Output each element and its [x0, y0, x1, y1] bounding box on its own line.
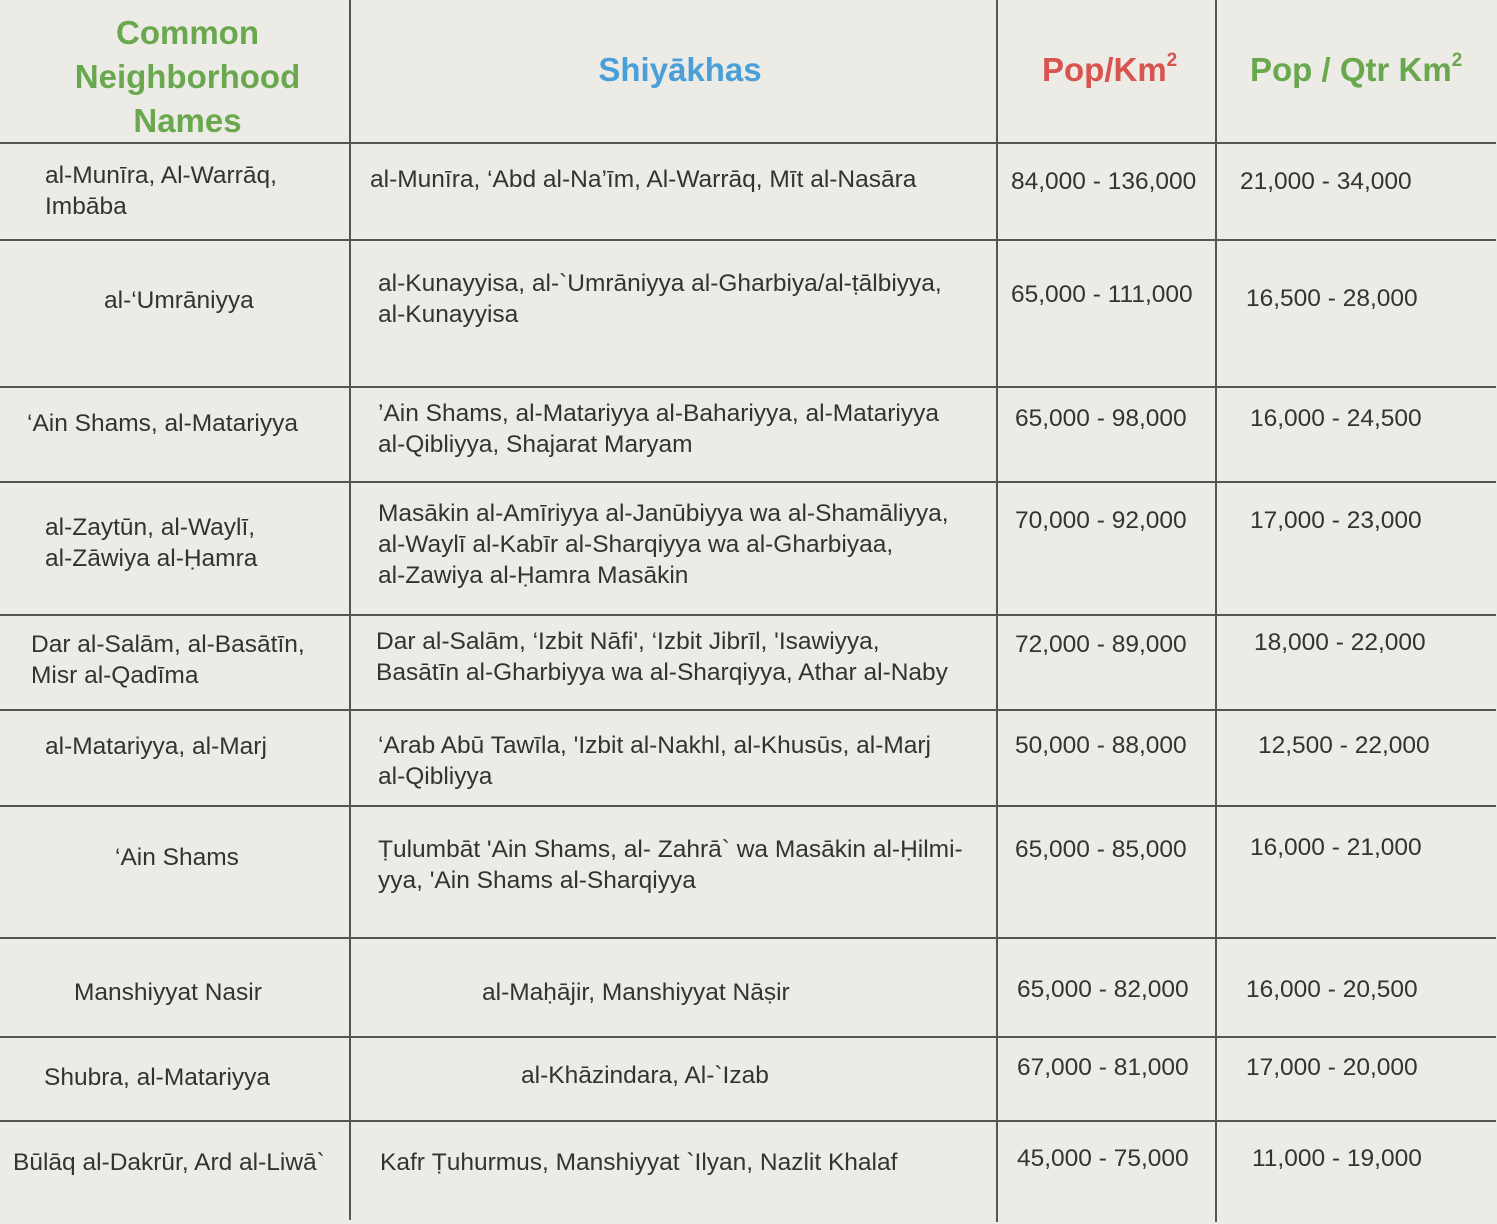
cell-pop-km: 67,000 - 81,000 [1017, 1054, 1189, 1081]
cell-common-names: al-Munīra, Al-Warrāq, Imbāba [45, 162, 277, 220]
cell-common-names: Shubra, al-Matariyya [44, 1064, 271, 1091]
cell-shiyakhas: al-Khāzindara, Al-`Izab [521, 1062, 769, 1089]
header-pop-qtr-km [1250, 48, 1462, 92]
row-divider [0, 614, 1496, 616]
cell-shiyakhas: ’Ain Shams, al-Matariyya al-Bahariyya, al-Matariyya al-Qibliyya, Shajarat Maryam [378, 400, 939, 458]
cell-shiyakhas: Ṭulumbāt 'Ain Shams, al- Zahrā` wa Masākin al-Ḥilmi- yya, 'Ain Shams al-Sharqiyya [378, 836, 963, 894]
cell-common-names: Būlāq al-Dakrūr, Ard al-Liwā` [13, 1149, 325, 1176]
cell-pop-qtr-km: 18,000 - 22,000 [1254, 629, 1426, 656]
header-pop-qtr-km-superscript: 2 [1451, 50, 1463, 71]
cell-common-names: al-Zaytūn, al-Waylī, al-Zāwiya al-Ḥamra [45, 514, 258, 572]
cell-pop-qtr-km: 16,000 - 21,000 [1250, 834, 1422, 861]
cell-pop-qtr-km: 21,000 - 34,000 [1240, 168, 1412, 195]
cell-pop-km: 65,000 - 98,000 [1015, 405, 1187, 432]
cell-shiyakhas: al-Kunayyisa, al-`Umrāniyya al-Gharbiya/al-ṭālbiyya, al-Kunayyisa [378, 270, 942, 328]
header-pop-km-superscript: 2 [1166, 50, 1178, 71]
cell-pop-km: 72,000 - 89,000 [1015, 631, 1187, 658]
column-divider [996, 0, 998, 1222]
row-divider [0, 709, 1496, 711]
cell-shiyakhas: al-Munīra, ‘Abd al-Na’īm, Al-Warrāq, Mīt al-Nasāra [370, 166, 917, 193]
cell-common-names: ‘Ain Shams, al-Matariyya [27, 410, 298, 437]
cell-pop-km: 70,000 - 92,000 [1015, 507, 1187, 534]
row-divider [0, 805, 1496, 807]
cell-common-names: Manshiyyat Nasir [74, 979, 262, 1006]
row-divider [0, 937, 1496, 939]
cell-pop-qtr-km: 12,500 - 22,000 [1258, 732, 1430, 759]
cell-pop-qtr-km: 17,000 - 23,000 [1250, 507, 1422, 534]
cell-pop-km: 45,000 - 75,000 [1017, 1145, 1189, 1172]
row-divider [0, 481, 1496, 483]
cell-shiyakhas: Kafr Ṭuhurmus, Manshiyyat `Ilyan, Nazlit Khalaf [380, 1149, 898, 1176]
cell-pop-qtr-km: 16,500 - 28,000 [1246, 285, 1418, 312]
cell-common-names: ‘Ain Shams [115, 844, 239, 871]
header-common-names: Common Neighborhood Names [74, 14, 301, 139]
column-divider [1215, 0, 1217, 1222]
cell-pop-km: 65,000 - 85,000 [1015, 836, 1187, 863]
cell-pop-km: 65,000 - 82,000 [1017, 976, 1189, 1003]
cell-shiyakhas: Masākin al-Amīriyya al-Janūbiyya wa al-Shamāliyya, al-Waylī al-Kabīr al-Sharqiyya wa al-Gharbiyaa, al-Zawiya al-Ḥamra Masākin [378, 500, 949, 589]
cell-pop-qtr-km: 17,000 - 20,000 [1246, 1054, 1418, 1081]
cell-pop-km: 84,000 - 136,000 [1011, 168, 1197, 195]
row-divider [0, 386, 1496, 388]
cell-common-names: Dar al-Salām, al-Basātīn, Misr al-Qadīma [31, 631, 305, 689]
cell-pop-qtr-km: 16,000 - 24,500 [1250, 405, 1422, 432]
cell-pop-km: 50,000 - 88,000 [1015, 732, 1187, 759]
cell-shiyakhas: ‘Arab Abū Tawīla, 'Izbit al-Nakhl, al-Khusūs, al-Marj al-Qibliyya [378, 732, 931, 790]
row-divider [0, 1036, 1496, 1038]
header-pop-qtr-km-label: Pop / Qtr Km [1250, 51, 1452, 88]
cell-common-names: al-Matariyya, al-Marj [45, 733, 267, 760]
cell-shiyakhas: Dar al-Salām, ‘Izbit Nāfi', ‘Izbit Jibrīl, 'Isawiyya, Basātīn al-Gharbiyya wa al-Sharqiyya, Athar al-Naby [376, 628, 948, 686]
header-shiyakhas: Shiyākhas [598, 51, 762, 88]
cell-shiyakhas: al-Maḥājir, Manshiyyat Nāṣir [482, 979, 790, 1006]
cell-pop-qtr-km: 16,000 - 20,500 [1246, 976, 1418, 1003]
cell-pop-km: 65,000 - 111,000 [1011, 281, 1193, 308]
header-pop-km [1042, 48, 1177, 92]
row-divider [0, 1120, 1496, 1122]
row-divider [0, 239, 1496, 241]
cell-common-names: al-‘Umrāniyya [104, 287, 254, 314]
cell-pop-qtr-km: 11,000 - 19,000 [1252, 1145, 1422, 1172]
header-pop-km-label: Pop/Km [1042, 51, 1167, 88]
